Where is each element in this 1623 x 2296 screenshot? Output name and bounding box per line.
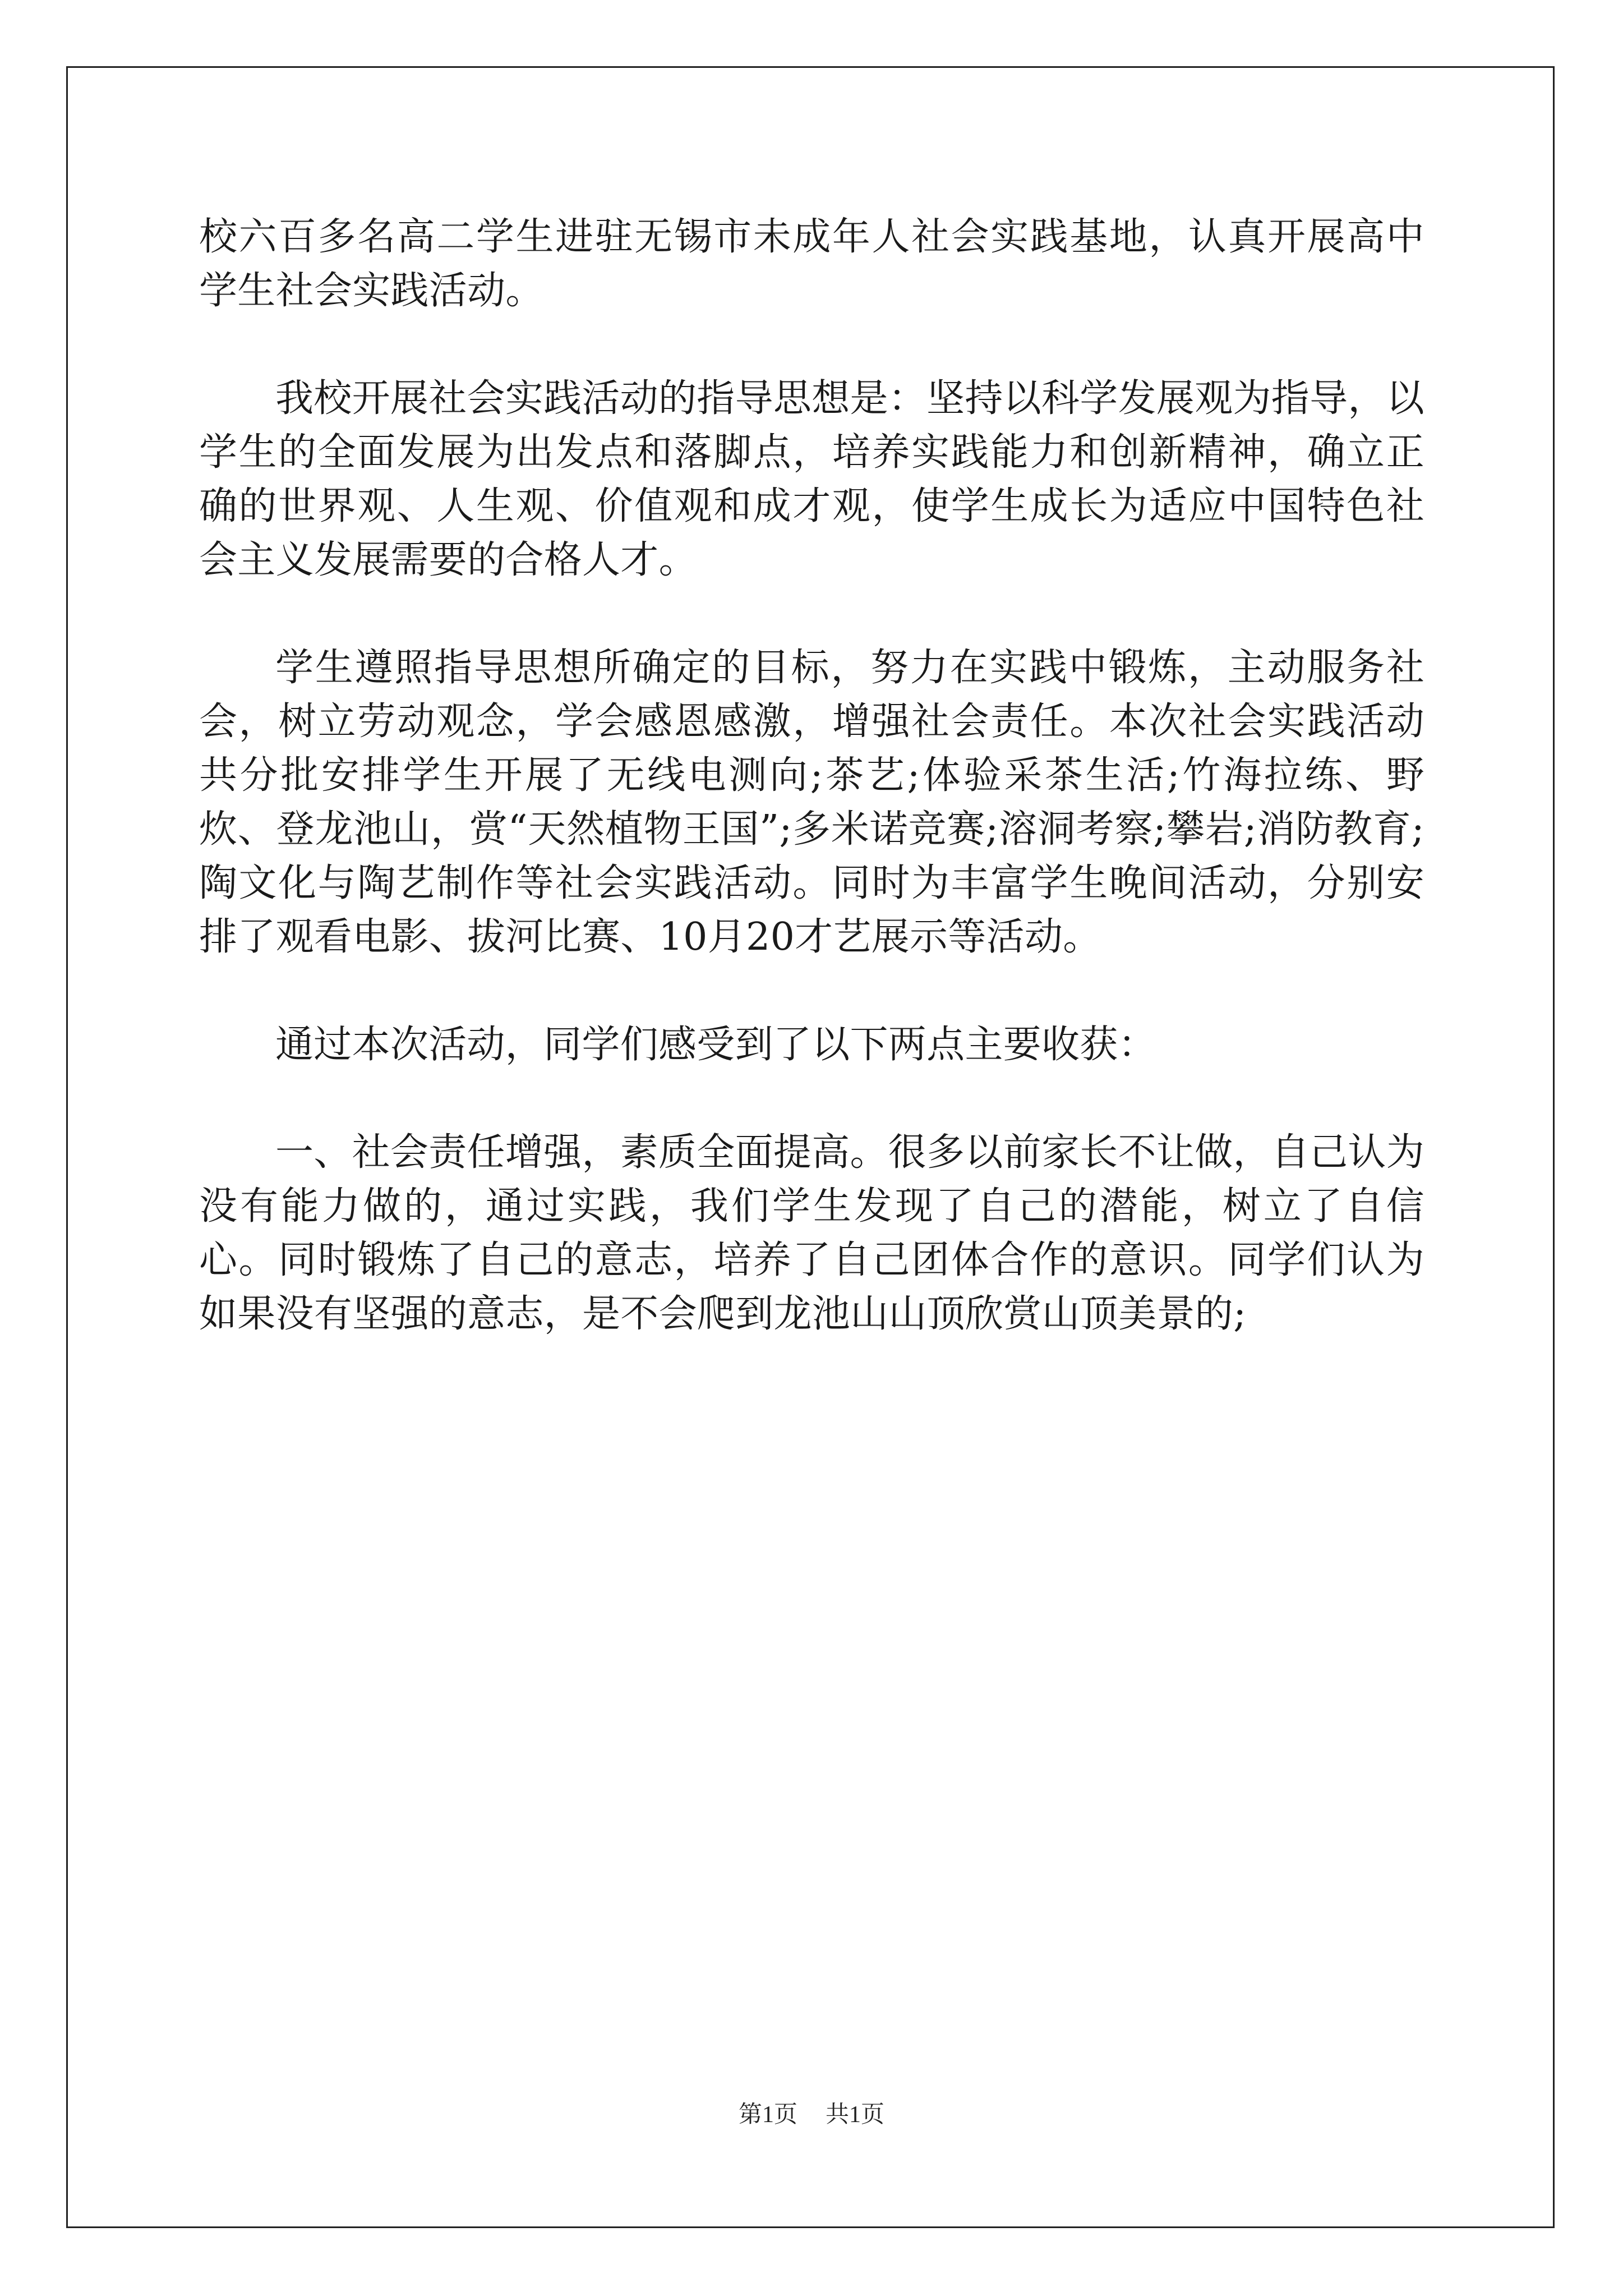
page-footer <box>0 2101 1623 2129</box>
paragraph-3: 学生遵照指导思想所确定的目标，努力在实践中锻炼，主动服务社会，树立劳动观念，学会感恩感激，增强社会责任。本次社会实践活动共分批安排学生开展了无线电测向;茶艺;体验采茶生活;竹海拉练、野炊、登龙池山，赏“天然植物王国”;多米诺竞赛;溶洞考察;攀岩;消防教育;陶文化与陶艺制作等社会实践活动。同时为丰富学生晚间活动，分别安排了观看电影、拔河比赛、10月20才艺展示等活动。 <box>199 646 1424 959</box>
paragraph-1: 校六百多名高二学生进驻无锡市未成年人社会实践基地，认真开展高中学生社会实践活动。 <box>199 215 1424 313</box>
paragraph-4: 通过本次活动，同学们感受到了以下两点主要收获： <box>275 1023 1156 1067</box>
total-pages: 共1页 <box>826 2102 885 2128</box>
paragraph-2: 我校开展社会实践活动的指导思想是：坚持以科学发展观为指导，以学生的全面发展为出发点和落脚点，培养实践能力和创新精神，确立正确的世界观、人生观、价值观和成才观，使学生成长为适应中国特色社会主义发展需要的合格人才。 <box>199 376 1425 582</box>
page-number: 第1页 <box>738 2102 797 2128</box>
document-body <box>199 210 1424 1395</box>
paragraph-5: 一、社会责任增强，素质全面提高。很多以前家长不让做，自己认为没有能力做的，通过实践，我们学生发现了自己的潜能，树立了自信心。同时锻炼了自己的意志，培养了自己团体合作的意识。同学们认为如果没有坚强的意志，是不会爬到龙池山山顶欣赏山顶美景的; <box>199 1130 1425 1336</box>
